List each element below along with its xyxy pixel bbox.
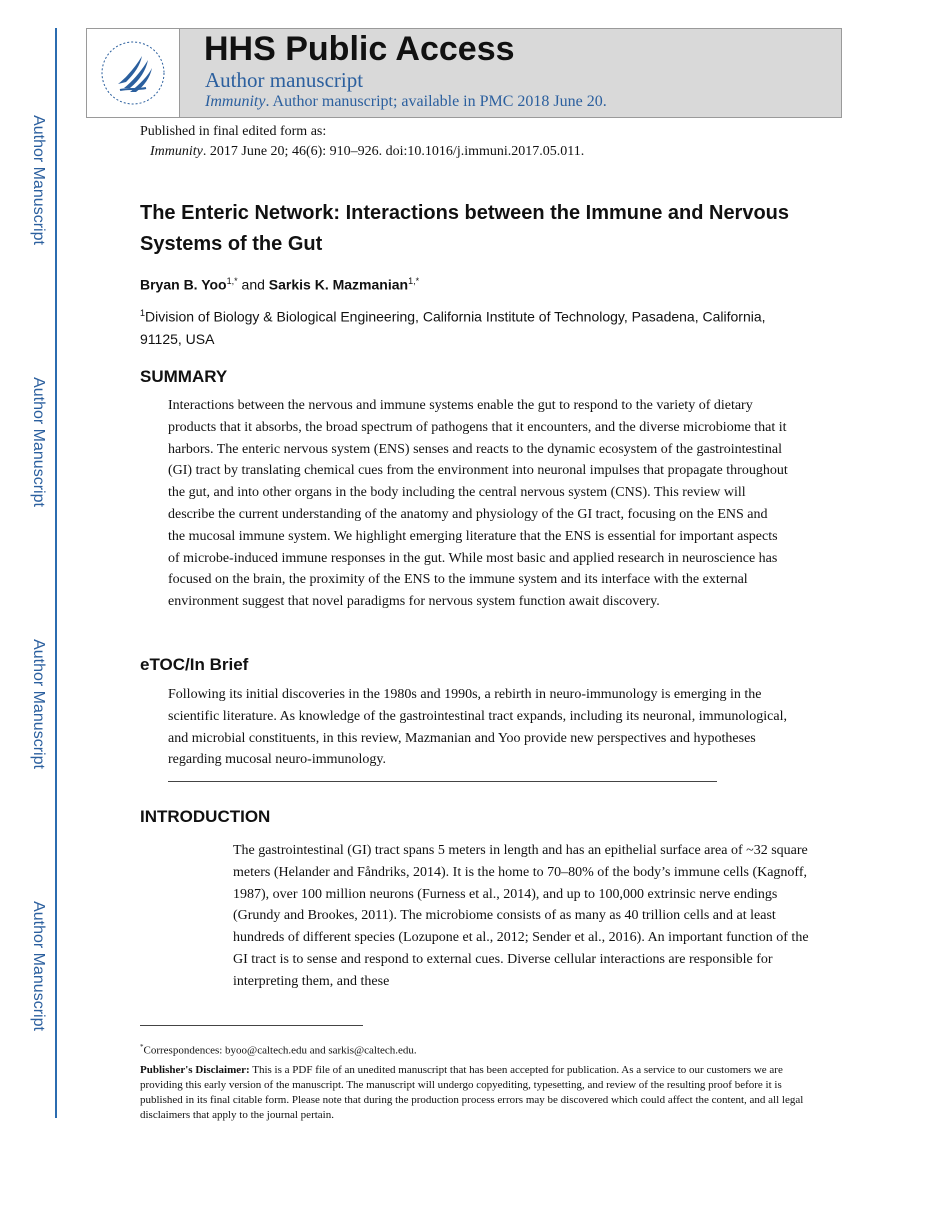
author-sup: 1,* — [226, 276, 238, 286]
footnotes — [140, 1040, 810, 1123]
disclaimer-label: Publisher's Disclaimer: — [140, 1063, 250, 1076]
article-title: The Enteric Network: Interactions between the Immune and Nervous Systems of the Gut — [140, 202, 790, 255]
side-label-text: Author Manuscript — [30, 639, 47, 769]
section-divider — [168, 781, 717, 782]
published-citation — [140, 142, 584, 162]
side-label-text: Author Manuscript — [30, 377, 47, 507]
etoc-text: Following its initial discoveries in the 1980s and 1990s, a rebirth in neuro-immunology is emerging in the scientific literature. As knowledge of the gastrointestinal tract expands, including its neuronal, immunological, and microbial constituents, in this review, Mazmanian and Yoo provide new perspectives and hypotheses regarding mucosal neuro-immunology. — [168, 687, 787, 768]
hhs-eagle-icon — [98, 38, 168, 108]
author-name: Sarkis K. Mazmanian — [268, 276, 409, 293]
author-list — [140, 276, 419, 293]
author-name: Bryan B. Yoo — [140, 276, 227, 293]
affiliation — [140, 302, 790, 350]
header-journal: Immunity — [205, 93, 266, 110]
author-connector: and — [237, 276, 269, 293]
hhs-header — [86, 28, 842, 118]
summary-text: Interactions between the nervous and immune systems enable the gut to respond to the variety of dietary products that it absorbs, the broad spectrum of pathogens that it encounters, and the diverse microbiome that it harbors. The enteric nervous system (ENS) senses and reacts to the dynamic ecosystem of the gastrointestinal (GI) tract by translating chemical cues from the environment into neuronal impulses that propagate throughout the gut, and into other organs in the body including the central nervous system (CNS). This review will describe the current understanding of the anatomy and physiology of the GI tract, focusing on the ENS and the mucosal immune system. We highlight emerging literature that the ENS is essential for important aspects of microbe-induced immune responses in the gut. While most basic and applied research in neuroscience has focused on the brain, the proximity of the ENS to the immune system and its interface with the external environment suggest that novel paradigms for nervous system function await discovery. — [168, 398, 788, 610]
author-sup: 1,* — [408, 276, 420, 286]
footnote-sup: * — [140, 1043, 144, 1051]
side-label-text: Author Manuscript — [30, 901, 47, 1031]
correspondence-note — [140, 1040, 810, 1059]
published-citation-text: . 2017 June 20; 46(6): 910–926. doi:10.1016/j.immuni.2017.05.011. — [202, 144, 585, 159]
publisher-disclaimer — [140, 1063, 810, 1123]
hhs-logo — [87, 29, 180, 117]
margin-rule — [55, 28, 57, 1118]
affiliation-sup: 1 — [140, 308, 146, 318]
header-title: HHS Public Access — [204, 30, 515, 68]
side-label-text: Author Manuscript — [30, 115, 47, 245]
footnote-divider — [140, 1025, 363, 1026]
published-journal: Immunity — [150, 144, 203, 159]
disclaimer-text: This is a PDF file of an unedited manuscript that has been accepted for publication. As a service to our customers we are providing this early version of the manuscript. The manuscript will undergo copyediting, typesetting, and review of the resulting proof before it is published in its final citable form. Please note that during the production process errors may be discovered which could affect the content, and all legal disclaimers that apply to the journal pertain. — [140, 1063, 804, 1121]
etoc-heading: eTOC/In Brief — [140, 655, 249, 674]
correspondence-text: Correspondences: byoo@caltech.edu and sarkis@caltech.edu. — [143, 1044, 417, 1057]
header-banner — [180, 29, 841, 117]
introduction-text: The gastrointestinal (GI) tract spans 5 meters in length and has an epithelial surface area of ~32 square meters (Helander and Fåndriks, 2014). It is the home to 70–80% of the body’s immune cells (Kagnoff, 1987), over 100 million neurons (Furness et al., 2014), and up to 100,000 extrinsic nerve endings (Grundy and Brookes, 2011). The microbiome consists of as many as 40 trillion cells and at least hundreds of different species (Lozupone et al., 2012; Sender et al., 2016). An important function of the GI tract is to sense and respond to external cues. Diverse cellular interactions are responsible for interpreting them, and these — [233, 843, 809, 989]
header-availability-text: . Author manuscript; available in PMC 2018 June 20. — [265, 93, 607, 110]
summary-heading: SUMMARY — [140, 367, 228, 386]
introduction-heading: INTRODUCTION — [140, 807, 271, 826]
published-info — [140, 122, 584, 162]
header-subtitle: Author manuscript — [205, 68, 364, 92]
published-label: Published in final edited form as: — [140, 124, 327, 139]
affiliation-text: Division of Biology & Biological Engineering, California Institute of Technology, Pasadena, California, 91125, USA — [140, 308, 766, 347]
header-availability — [205, 93, 607, 111]
